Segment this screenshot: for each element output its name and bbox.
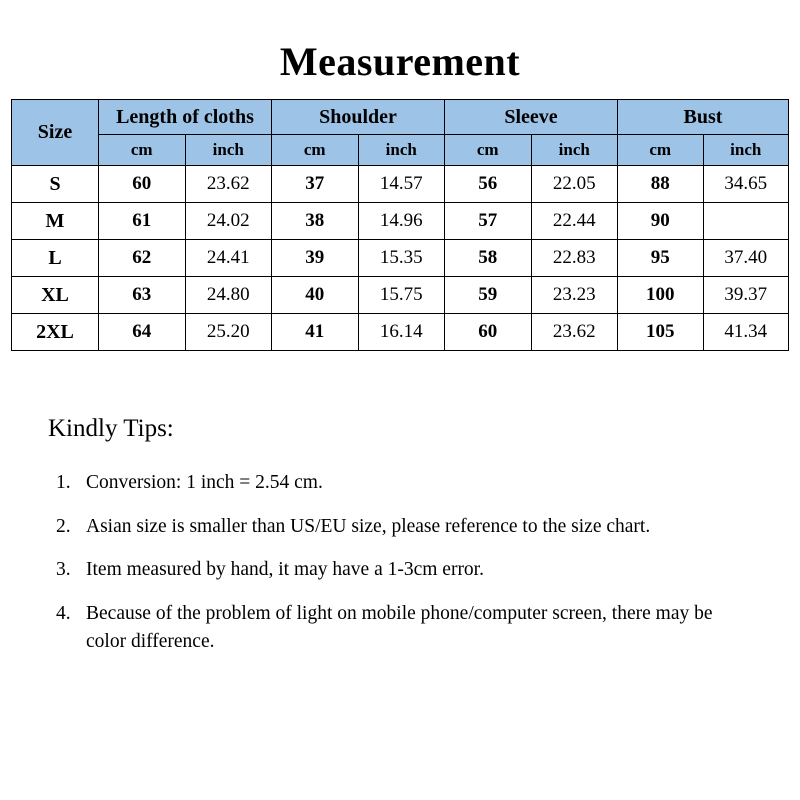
table-row [12,203,789,240]
cell-bust-inch: 41.34 [703,314,789,351]
cell-length-cm: 64 [99,314,186,351]
cell-size: XL [12,277,99,314]
list-item: Item measured by hand, it may have a 1-3cm error. [86,559,484,581]
cell-length-inch: 24.41 [185,240,272,277]
list-item: Because of the problem of light on mobile phone/computer screen, there may be color difference. [86,603,713,652]
cell-bust-cm: 95 [618,240,704,277]
column-header-bust: Bust [618,100,789,135]
cell-shoulder-inch: 14.57 [358,166,445,203]
column-header-sleeve: Sleeve [445,100,618,135]
list-item: Asian size is smaller than US/EU size, please reference to the size chart. [86,515,651,537]
size-measurement-table [11,99,789,351]
cell-length-inch: 24.02 [185,203,272,240]
column-header-length-of-cloths: Length of cloths [99,100,272,135]
table-row [12,240,789,277]
cell-shoulder-cm: 39 [272,240,359,277]
cell-sleeve-inch: 23.23 [531,277,618,314]
cell-shoulder-cm: 37 [272,166,359,203]
cell-size: S [12,166,99,203]
page-title: Measurement [279,39,521,84]
unit-header-sleeve-inch: inch [531,135,618,166]
cell-size: L [12,240,99,277]
cell-shoulder-inch: 15.75 [358,277,445,314]
cell-sleeve-inch: 23.62 [531,314,618,351]
cell-bust-inch [703,203,789,240]
unit-header-shoulder-cm: cm [272,135,359,166]
tips-list [48,469,760,655]
cell-bust-inch: 37.40 [703,240,789,277]
cell-sleeve-inch: 22.05 [531,166,618,203]
cell-bust-cm: 90 [618,203,704,240]
unit-header-shoulder-inch: inch [358,135,445,166]
table-row [12,277,789,314]
cell-shoulder-inch: 15.35 [358,240,445,277]
table-unit-header-row [12,135,789,166]
cell-length-inch: 24.80 [185,277,272,314]
cell-length-inch: 25.20 [185,314,272,351]
cell-sleeve-inch: 22.44 [531,203,618,240]
cell-bust-inch: 39.37 [703,277,789,314]
cell-length-cm: 61 [99,203,186,240]
table-row [12,314,789,351]
cell-bust-inch: 34.65 [703,166,789,203]
cell-bust-cm: 88 [618,166,704,203]
cell-length-cm: 62 [99,240,186,277]
column-header-shoulder: Shoulder [272,100,445,135]
column-header-size: Size [12,100,99,166]
cell-length-cm: 60 [99,166,186,203]
tips-heading: Kindly Tips: [48,415,174,442]
cell-shoulder-inch: 16.14 [358,314,445,351]
cell-size: M [12,203,99,240]
cell-shoulder-cm: 40 [272,277,359,314]
table-group-header-row [12,100,789,135]
cell-bust-cm: 105 [618,314,704,351]
cell-length-cm: 63 [99,277,186,314]
cell-sleeve-inch: 22.83 [531,240,618,277]
table-row [12,166,789,203]
unit-header-length-cm: cm [99,135,186,166]
unit-header-bust-cm: cm [618,135,704,166]
cell-shoulder-cm: 38 [272,203,359,240]
cell-sleeve-cm: 57 [445,203,532,240]
kindly-tips-section [0,415,800,655]
cell-shoulder-cm: 41 [272,314,359,351]
list-item: Conversion: 1 inch = 2.54 cm. [86,472,323,493]
unit-header-length-inch: inch [185,135,272,166]
cell-shoulder-inch: 14.96 [358,203,445,240]
cell-sleeve-cm: 60 [445,314,532,351]
cell-bust-cm: 100 [618,277,704,314]
cell-sleeve-cm: 58 [445,240,532,277]
cell-sleeve-cm: 59 [445,277,532,314]
cell-size: 2XL [12,314,99,351]
cell-sleeve-cm: 56 [445,166,532,203]
cell-length-inch: 23.62 [185,166,272,203]
unit-header-bust-inch: inch [703,135,789,166]
unit-header-sleeve-cm: cm [445,135,532,166]
